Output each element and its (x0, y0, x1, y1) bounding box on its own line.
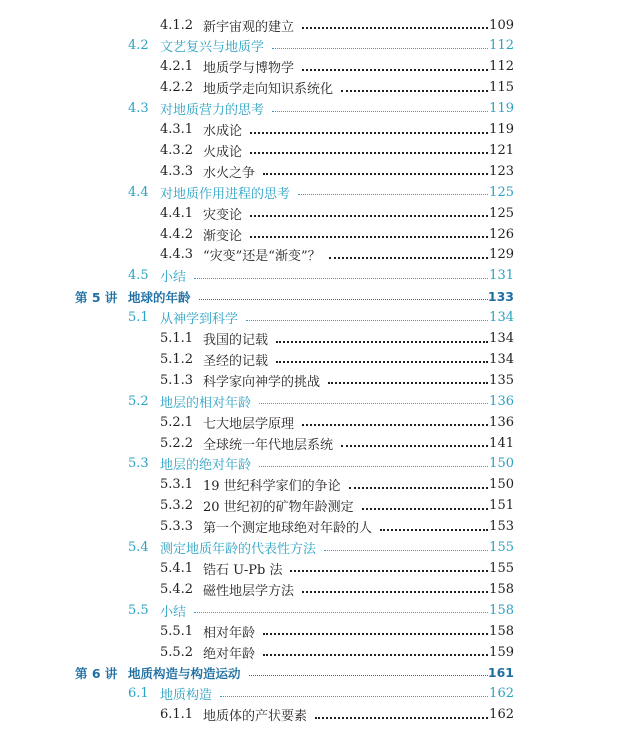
toc-entry-page: 158 (489, 602, 514, 618)
toc-leader-dots (194, 278, 488, 279)
toc-entry-page: 133 (487, 289, 514, 305)
toc-entry-title: 水成论 (203, 124, 243, 139)
toc-leader-dots (263, 633, 488, 635)
toc-entry-title: 全球统一年代地层系统 (203, 437, 334, 453)
toc-entry-number: 5.1.2 (160, 351, 194, 367)
toc-entry-page: 134 (489, 351, 514, 367)
toc-entry-page: 159 (489, 644, 514, 660)
toc-leader-dots (302, 27, 488, 29)
toc-section-entry[interactable] (0, 600, 626, 620)
toc-entry-page: 112 (489, 38, 514, 54)
toc-entry-number: 4.3.3 (160, 163, 194, 179)
toc-entry-page: 119 (489, 122, 514, 137)
toc-entry-page: 150 (489, 456, 514, 472)
toc-subsection-entry[interactable] (0, 412, 626, 432)
toc-leader-dots (324, 550, 488, 551)
toc-leader-dots (329, 257, 488, 259)
toc-entry-title: 渐变论 (203, 228, 243, 244)
toc-entry-page: 136 (489, 414, 514, 430)
toc-entry-number: 5.3 (128, 456, 149, 472)
toc-entry-page: 158 (489, 581, 514, 597)
toc-leader-dots (276, 341, 488, 343)
toc-subsection-entry[interactable] (0, 370, 626, 390)
toc-entry-page: 134 (489, 331, 514, 346)
toc-entry-number: 5.4.2 (160, 581, 194, 597)
toc-entry-number: 5.5.1 (160, 623, 194, 639)
toc-entry-page: 162 (489, 707, 514, 723)
toc-subsection-entry[interactable] (0, 433, 626, 453)
toc-subsection-entry[interactable] (0, 705, 626, 725)
toc-entry-page: 161 (487, 665, 514, 681)
toc-entry-page: 153 (489, 519, 514, 535)
toc-subsection-entry[interactable] (0, 57, 626, 77)
toc-entry-page: 136 (489, 393, 514, 409)
toc-entry-page: 162 (489, 686, 514, 702)
toc-entry-page: 158 (489, 623, 514, 639)
toc-entry-title: 测定地质年龄的代表性方法 (160, 542, 317, 557)
toc-leader-dots (341, 90, 488, 92)
toc-entry-number: 5.5.2 (160, 644, 194, 660)
toc-section-entry[interactable] (0, 538, 626, 558)
toc-entry-title: 小结 (160, 604, 187, 620)
toc-entry-title: 锆石 U-Pb 法 (203, 562, 283, 578)
toc-chapter-entry[interactable] (0, 663, 626, 683)
toc-entry-number: 5.2 (128, 393, 149, 409)
toc-leader-dots (250, 236, 488, 238)
toc-entry-number: 4.4.3 (160, 247, 194, 263)
toc-entry-title: 水火之争 (203, 165, 256, 181)
toc-section-entry[interactable] (0, 182, 626, 202)
toc-entry-page: 123 (489, 163, 514, 179)
toc-entry-number: 4.4.2 (160, 226, 194, 242)
toc-entry-number: 4.2.1 (160, 59, 194, 75)
toc-leader-dots (250, 215, 488, 217)
toc-leader-dots (341, 445, 488, 447)
toc-leader-dots (263, 654, 488, 656)
toc-leader-dots (259, 466, 488, 467)
toc-entry-page: 119 (489, 101, 514, 117)
toc-entry-title: 地层的相对年龄 (160, 395, 252, 411)
toc-entry-title: 地质学与博物学 (203, 61, 295, 77)
toc-entry-number: 5.3.1 (160, 477, 194, 493)
toc-entry-title: 我国的记载 (203, 333, 269, 348)
toc-leader-dots (249, 675, 488, 676)
toc-entry-title: 地层的绝对年龄 (160, 458, 252, 474)
toc-entry-number: 5.1 (128, 310, 149, 326)
toc-entry-title: 第一个测定地球绝对年龄的人 (203, 521, 373, 537)
toc-subsection-entry[interactable] (0, 245, 626, 265)
toc-leader-dots (380, 529, 488, 531)
toc-section-entry[interactable] (0, 454, 626, 474)
toc-section-entry[interactable] (0, 308, 626, 328)
toc-leader-dots (349, 487, 488, 489)
toc-entry-page: 129 (489, 247, 514, 263)
toc-entry-page: 135 (489, 372, 514, 388)
toc-entry-number: 5.2.1 (160, 414, 194, 430)
toc-entry-number: 5.1.1 (160, 331, 194, 346)
toc-entry-number: 4.2.2 (160, 80, 194, 96)
toc-entry-number: 6.1.1 (160, 707, 194, 723)
toc-section-entry[interactable] (0, 36, 626, 56)
toc-leader-dots (302, 69, 488, 71)
toc-section-entry[interactable] (0, 99, 626, 119)
toc-entry-title: 科学家向神学的挑战 (203, 374, 321, 390)
toc-entry-title: 地质构造与构造运动 (128, 665, 241, 681)
toc-entry-page: 134 (489, 310, 514, 326)
toc-entry-number: 5.1.3 (160, 372, 194, 388)
toc-entry-title: 19 世纪科学家们的争论 (203, 479, 341, 495)
toc-leader-dots (298, 194, 488, 195)
toc-entry-title: 对地质营力的思考 (160, 103, 265, 119)
toc-subsection-entry[interactable] (0, 349, 626, 369)
toc-entry-title: 小结 (160, 270, 187, 286)
toc-section-entry[interactable] (0, 266, 626, 286)
toc-subsection-entry[interactable] (0, 496, 626, 516)
toc-entry-page: 141 (489, 435, 514, 451)
toc-entry-page: 109 (489, 17, 514, 33)
toc-subsection-entry[interactable] (0, 203, 626, 223)
toc-entry-number: 4.1.2 (160, 17, 194, 33)
toc-subsection-entry[interactable] (0, 579, 626, 599)
toc-entry-title: 磁性地层学方法 (203, 583, 295, 599)
toc-leader-dots (276, 361, 488, 363)
toc-entry-number: 4.4.1 (160, 205, 194, 221)
toc-entry-title: 七大地层学原理 (203, 416, 295, 432)
toc-entry-page: 125 (489, 205, 514, 221)
toc-chapter-entry[interactable] (0, 287, 626, 307)
toc-entry-title: 火成论 (203, 144, 243, 160)
toc-entry-number: 4.2 (128, 38, 149, 54)
toc-entry-title: 20 世纪初的矿物年龄测定 (203, 500, 354, 516)
toc-entry-page: 125 (489, 184, 514, 200)
toc-entry-page: 115 (489, 80, 514, 96)
toc-subsection-entry[interactable] (0, 140, 626, 160)
toc-leader-dots (272, 111, 488, 112)
toc-entry-page: 151 (489, 498, 514, 514)
toc-leader-dots (362, 508, 488, 510)
toc-entry-number: 第 6 讲 (75, 665, 118, 681)
toc-entry-page: 126 (489, 226, 514, 242)
toc-leader-dots (194, 612, 488, 613)
toc-subsection-entry[interactable] (0, 475, 626, 495)
toc-entry-page: 112 (489, 59, 514, 75)
toc-leader-dots (263, 173, 488, 175)
toc-subsection-entry[interactable] (0, 15, 626, 35)
toc-entry-page: 155 (489, 540, 514, 555)
toc-entry-page: 150 (489, 477, 514, 493)
toc-subsection-entry[interactable] (0, 161, 626, 181)
toc-subsection-entry[interactable] (0, 329, 626, 349)
toc-subsection-entry[interactable] (0, 558, 626, 578)
toc-entry-title: 灾变论 (203, 207, 243, 223)
toc-leader-dots (250, 152, 488, 154)
toc-entry-title: 圣经的记载 (203, 353, 269, 369)
toc-entry-number: 5.4.1 (160, 560, 194, 576)
toc-entry-number: 5.3.2 (160, 498, 194, 514)
toc-subsection-entry[interactable] (0, 78, 626, 98)
toc-leader-dots (315, 717, 488, 719)
toc-entry-title: 新宇宙观的建立 (203, 19, 295, 35)
toc-entry-title: 对地质作用进程的思考 (160, 186, 291, 202)
toc-subsection-entry[interactable] (0, 642, 626, 662)
toc-leader-dots (199, 299, 488, 300)
toc-entry-number: 5.5 (128, 602, 149, 618)
toc-subsection-entry[interactable] (0, 517, 626, 537)
toc-leader-dots (220, 696, 488, 697)
toc-leader-dots (302, 591, 488, 593)
toc-entry-number: 4.5 (128, 268, 149, 284)
toc-entry-number: 第 5 讲 (75, 289, 118, 305)
toc-entry-title: 文艺复兴与地质学 (160, 40, 265, 56)
toc-entry-page: 131 (489, 268, 514, 284)
toc-entry-title: 绝对年龄 (203, 646, 256, 662)
toc-entry-page: 121 (489, 142, 514, 158)
toc-leader-dots (246, 320, 488, 321)
toc-entry-number: 4.3 (128, 101, 149, 117)
toc-leader-dots (250, 132, 488, 134)
toc-entry-title: “灾变”还是“渐变”？ (203, 249, 321, 265)
toc-entry-title: 地质学走向知识系统化 (203, 82, 334, 98)
toc-entry-title: 地球的年龄 (128, 289, 191, 305)
toc-entry-page: 155 (489, 560, 514, 576)
toc-entry-title: 相对年龄 (203, 625, 256, 641)
toc-leader-dots (290, 570, 488, 572)
toc-entry-title: 地质体的产状要素 (203, 709, 308, 725)
toc-leader-dots (272, 48, 488, 49)
toc-entry-title: 地质构造 (160, 688, 213, 704)
toc-leader-dots (259, 403, 488, 404)
toc-entry-number: 5.4 (128, 540, 149, 555)
toc-leader-dots (328, 382, 488, 384)
toc-subsection-entry[interactable] (0, 621, 626, 641)
toc-section-entry[interactable] (0, 684, 626, 704)
toc-entry-number: 6.1 (128, 686, 149, 702)
toc-entry-number: 4.3.2 (160, 142, 194, 158)
toc-entry-number: 4.3.1 (160, 122, 194, 137)
toc-section-entry[interactable] (0, 391, 626, 411)
toc-entry-title: 从神学到科学 (160, 312, 239, 328)
toc-entry-number: 5.2.2 (160, 435, 194, 451)
toc-entry-number: 4.4 (128, 184, 149, 200)
toc-entry-number: 5.3.3 (160, 519, 194, 535)
toc-leader-dots (302, 424, 488, 426)
toc-subsection-entry[interactable] (0, 224, 626, 244)
toc-subsection-entry[interactable] (0, 120, 626, 140)
